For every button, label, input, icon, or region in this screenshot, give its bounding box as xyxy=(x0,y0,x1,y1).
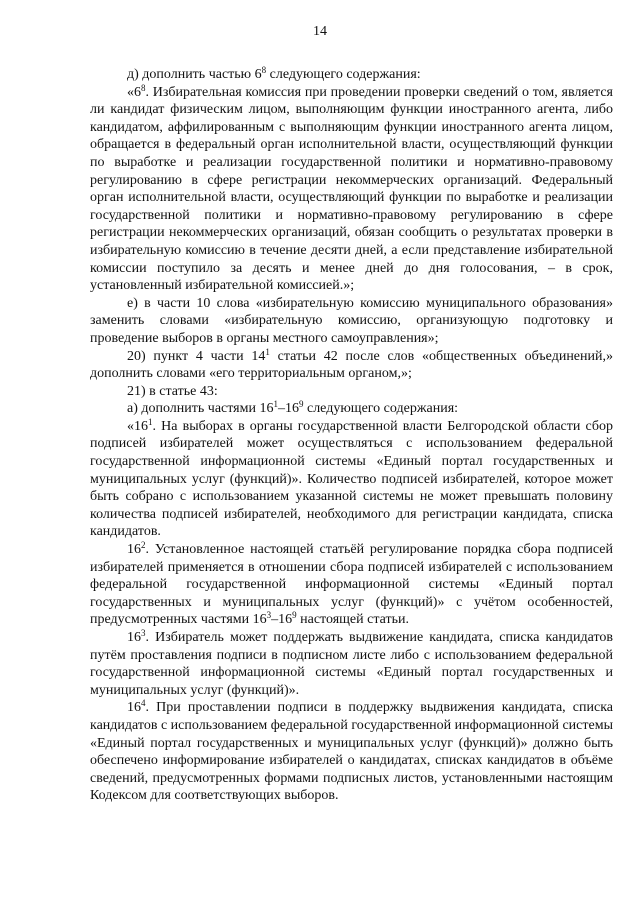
paragraph xyxy=(90,84,613,295)
document-body xyxy=(90,66,613,805)
superscript: 1 xyxy=(265,346,270,357)
superscript: 8 xyxy=(261,65,267,75)
text-run: 20) пункт 4 части 14 xyxy=(127,348,266,364)
superscript: 4 xyxy=(141,698,146,709)
text-run: следующего содержания: xyxy=(266,67,421,82)
superscript: 9 xyxy=(298,399,304,410)
paragraph xyxy=(90,383,613,401)
text-run: д) дополнить частью 6 xyxy=(127,67,262,82)
text-run: 16 xyxy=(127,700,141,716)
superscript: 3 xyxy=(266,610,272,621)
paragraph xyxy=(90,348,613,383)
text-run: –16 xyxy=(277,401,299,417)
superscript: 3 xyxy=(141,628,146,638)
text-run: . При проставлении подписи в поддержку выдвижения кандидата, списка кандидатов с использованием федеральной государственной информационной системы «Единый портал государственных и муниципальных услуг (функций)» должно быть обеспечено информирование избирателей о кандидатах, списках кандидатов в объёме сведений, предусмотренных формами подписных листов, установленными настоящим Кодексом для соответствующих выборов. xyxy=(90,700,613,804)
text-run: 16 xyxy=(127,542,141,558)
text-run: –16 xyxy=(271,612,293,628)
text-run: следующего содержания: xyxy=(303,401,459,417)
text-run: . На выборах в органы государственной власти Белгородской области сбор подписей избирателей может осуществляться с использованием федеральной государственной информационной системы «Единый портал государственных и муниципальных услуг (функций)». Количество подписей избирателей, которое может быть собрано с использованием указанной системы не может превышать половину количества подписей избирателей, необходимого для регистрации кандидата, списка кандидатов. xyxy=(90,418,613,540)
paragraph xyxy=(90,418,613,541)
superscript: 1 xyxy=(273,399,278,410)
text-run: 16 xyxy=(127,630,141,645)
text-run: статьи 42 после слов «общественных объединений,» дополнить словами «его территориальным органом,»; xyxy=(90,348,613,382)
text-run: настоящей статьи. xyxy=(296,612,409,628)
paragraph xyxy=(90,400,613,418)
superscript: 9 xyxy=(292,610,297,621)
paragraph xyxy=(90,629,613,699)
text-run: . Избиратель может поддержать выдвижение кандидата, списка кандидатов путём проставления подписи в подписном листе либо с использованием федеральной государственной информационной системы «Единый портал государственных и муниципальных услуг (функций)». xyxy=(90,630,613,698)
text-run: «16 xyxy=(127,418,148,434)
text-run: а) дополнить частями 16 xyxy=(127,401,274,417)
superscript: 1 xyxy=(148,416,153,427)
superscript: 8 xyxy=(141,82,146,93)
text-run: е) в части 10 слова «избирательную комиссию муниципального образования» заменить словами «избирательную комиссию, организующую подготовку и проведение выборов в органы местного самоуправления»; xyxy=(90,295,613,346)
paragraph xyxy=(90,66,613,84)
text-run: 21) в статье 43: xyxy=(127,383,218,399)
paragraph xyxy=(90,541,613,629)
text-run: . Установленное настоящей статьёй регулирование порядка сбора подписей избирателей применяется в отношении сбора подписей избирателей с использованием федеральной государственной информационной системы «Единый портал государственных и муниципальных услуг (функций)» с учётом особенностей, предусмотренных частями 16 xyxy=(90,542,613,628)
text-run: «6 xyxy=(127,84,141,100)
page-number: 14 xyxy=(313,24,327,39)
paragraph xyxy=(90,699,613,805)
paragraph xyxy=(90,295,613,348)
text-run: . Избирательная комиссия при проведении проверки сведений о том, является ли кандидат физическим лицом, выполняющим функции иностранного агента, либо кандидатом, аффилированным с выполняющим функции иностранного агента лицом, обращается в федеральный орган исполнительной власти, осуществляющий функции по выработке и реализации государственной политики и нормативно-правовому регулированию в сфере регистрации некоммерческих организаций. Федеральный орган исполнительной власти, осуществляющий функции по выработке и реализации государственной политики и нормативно-правовому регулированию в сфере регистрации некоммерческих организаций, обязан сообщить о результатах проверки в избирательную комиссию в течение десяти дней, а если представление избирательной комиссии поступило за десять и менее дней до дня голосования, – в срок, установленный избирательной комиссией.»; xyxy=(90,84,613,294)
superscript: 2 xyxy=(141,540,146,551)
